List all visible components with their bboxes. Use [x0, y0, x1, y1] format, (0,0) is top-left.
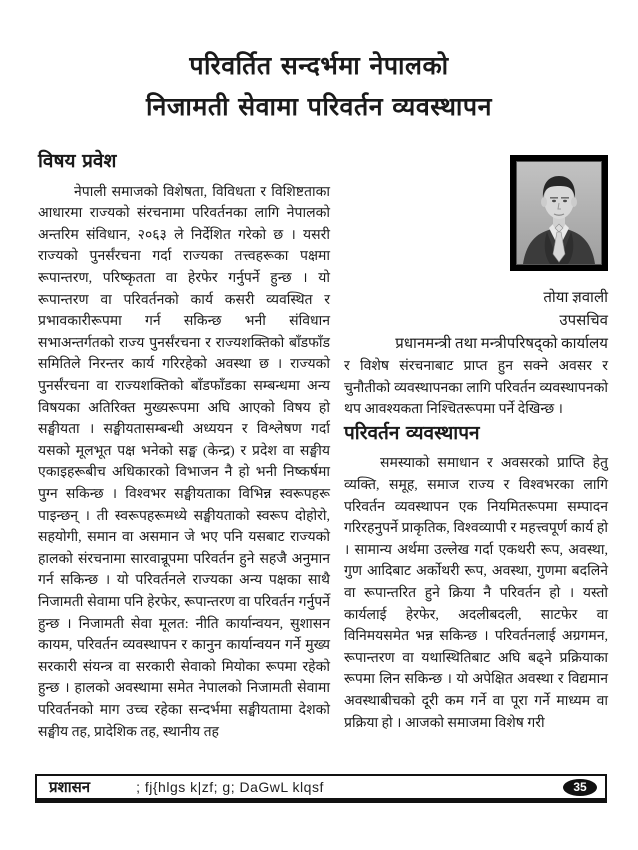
footer-journal-name: प्रशासन	[49, 778, 91, 796]
section-heading-intro: विषय प्रवेश	[38, 150, 117, 172]
intro-paragraph: नेपाली समाजको विशेषता, विविधता र विशिष्टताका आधारमा राज्यको संरचनामा परिवर्तनका लागि नेपालको अन्तरिम संविधान, २०६३ ले निर्देशित गरेको छ । यसरी राज्यको पुनर्संरचना गर्दा राज्यका तत्त्वहरूका पक्षमा रूपान्तरण, परिष्कृतता वा हेरफेर गर्नुपर्ने हुन्छ । यो रूपान्तरण वा परिवर्तनको कार्य कसरी व्यवस्थित र प्रभावकारीरूपमा गर्न सकिन्छ भनी संविधान सभाअन्तर्गतको राज्य पुनर्संरचना र राज्यशक्तिको बाँडफाँड समितिले निरन्तर कार्य गरिरहेको अवस्था छ । राज्यको पुनर्संरचना वा राज्यशक्तिको बाँडफाँडका सम्बन्धमा अन्य विषयका अतिरिक्त मुख्यरूपमा अघि आएको विषय हो सङ्घीयता । सङ्घीयतासम्बन्धी अध्ययन र विश्लेषण गर्दा यसको मूलभूत पक्ष भनेको सङ्घ (केन्द्र) र प्रदेश वा सङ्घीय एकाइहरूबीच अधिकारको विभाजन नै हो भनी निष्कर्षमा पुग्न सकिन्छ । विश्वभर सङ्घीयताका विभिन्न स्वरूपहरू पाइन्छन् । ती स्वरूपहरूमध्ये सङ्घीयताको स्वरूप दोहोरो, सहयोगी, समान वा असमान जे भए पनि यसबाट राज्यको हालको संरचनामा सारवान्रूपमा परिवर्तन हुने सहजै अनुमान गर्न सकिन्छ । यो परिवर्तनले राज्यका अन्य पक्षका साथै निजामती सेवामा पनि हेरफेर, रूपान्तरण वा परिवर्तन गर्नुपर्ने हुन्छ । निजामती सेवा मूलत: नीति कार्यान्वयन, सुशासन कायम, परिवर्तन व्यवस्थापन र कानुन कार्यान्वयन गर्ने मुख्य सरकारी संयन्त्र वा सरकारी सेवाको मियोका रूपमा रहेको हुन्छ । हालको अवस्थामा समेत नेपालको निजामती सेवामा परिवर्तनको माग उच्च रहेका सन्दर्भमा सङ्घीयतामा देशको सङ्घीय तह, प्रादेशिक तह, स्थानीय तह	[38, 184, 330, 740]
author-position: उपसचिव	[559, 313, 608, 329]
article-title	[0, 0, 638, 127]
article-title-line1: परिवर्तित सन्दर्भमा नेपालको	[189, 51, 449, 80]
page-number-badge: 35	[563, 779, 597, 796]
left-column	[38, 149, 330, 743]
footer-bar	[35, 774, 607, 803]
right-column	[344, 149, 608, 743]
two-column-body	[0, 127, 638, 743]
change-management-paragraph: समस्याको समाधान र अवसरको प्राप्ति हेतु व्यक्ति, समूह, समाज राज्य र विश्वभरका लागि परिवर्तन व्यवस्थापन एक नियमितरूपमा सम्पादन गरिरहनुपर्ने प्राकृतिक, विश्वव्यापी र महत्त्वपूर्ण कार्य हो । सामान्य अर्थमा उल्लेख गर्दा एकथरी रूप, अवस्था, गुण आदिबाट अर्कोथरी रूप, अवस्था, गुणमा बदलिने वा रूपान्तरित हुने क्रिया नै परिवर्तन हो । यस्तो कार्यलाई हेरफेर, अदलीबदली, साटफेर वा विनिमयसमेत भन्न सकिन्छ । परिवर्तनलाई अग्रगमन, रूपान्तरण वा यथास्थितिबाट अघि बढ्ने प्रक्रियाका रूपमा लिन सकिन्छ । यो अपेक्षित अवस्था र विद्यमान अवस्थाबीचको दूरी कम गर्ने वा पूरा गर्ने माध्यम वा प्रक्रिया हो । आजको समाजमा विशेष गरी	[344, 456, 608, 731]
portrait-illustration	[517, 162, 601, 264]
author-photo-row	[344, 155, 608, 271]
footer-journal-subtitle: ; fj{hlgs k|zf; g; DaGwL klqsf	[136, 779, 324, 795]
author-photo	[510, 155, 608, 271]
author-name: तोया ज्ञवाली	[543, 290, 608, 306]
right-continuation-paragraph: र विशेष संरचनाबाट प्राप्त हुन सक्ने अवसर र चुनौतीको व्यवस्थापनका लागि परिवर्तन व्यवस्थापनको थप आवश्यकता निश्चितरूपमा पर्ने देखिन्छ ।	[344, 359, 608, 418]
article-title-line2: निजामती सेवामा परिवर्तन व्यवस्थापन	[146, 91, 492, 121]
author-block	[344, 287, 608, 356]
author-affiliation: प्रधानमन्त्री तथा मन्त्रीपरिषद्को कार्यालय	[395, 336, 608, 352]
section-heading-change-management: परिवर्तन व्यवस्थापन	[344, 421, 480, 444]
